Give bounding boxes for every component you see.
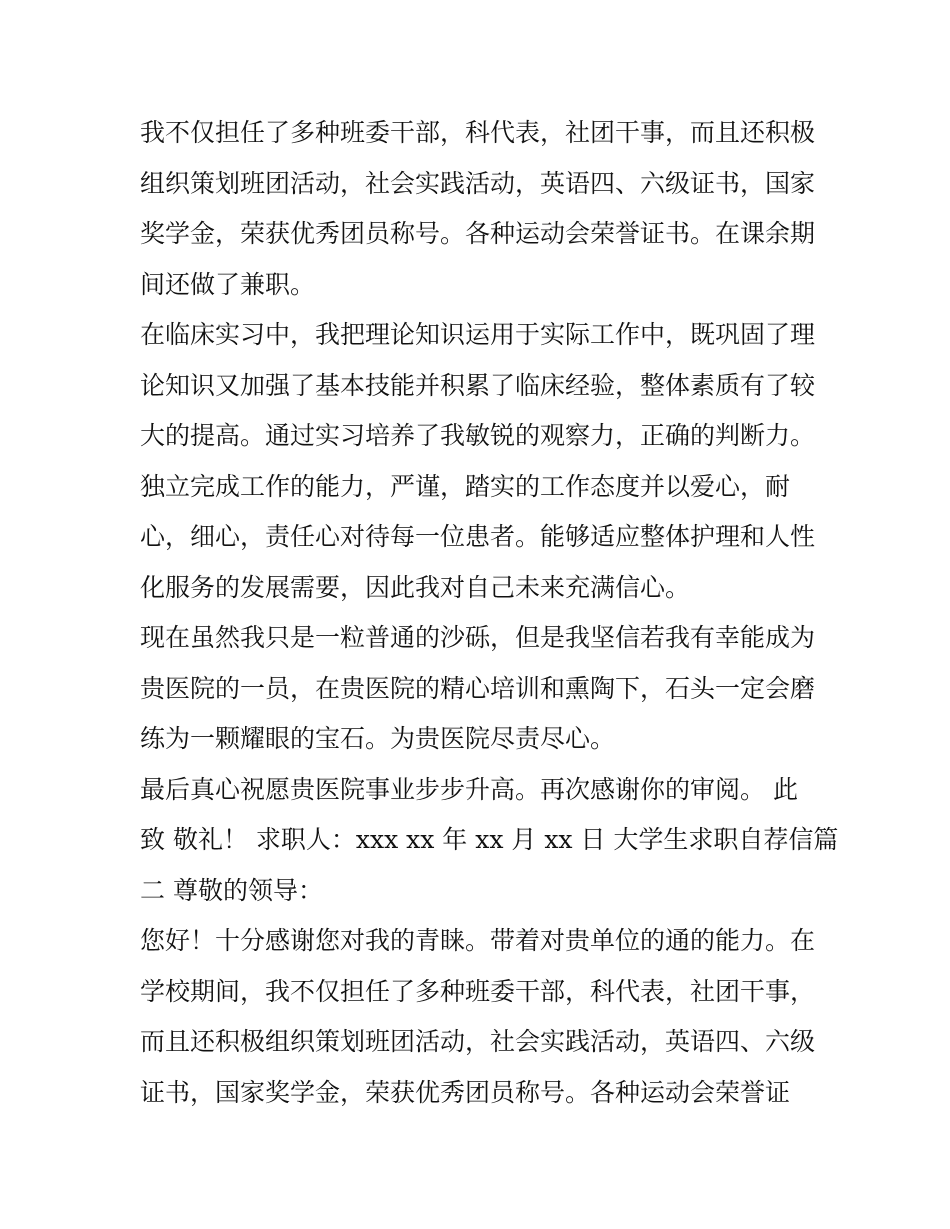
text-line: 致 敬礼！ 求职人：xxx xx 年 xx 月 xx 日 大学生求职自荐信篇 <box>140 825 839 854</box>
text-line: 练为一颗耀眼的宝石。为贵医院尽责尽心。 <box>140 724 616 753</box>
document-body <box>140 108 839 1118</box>
text-line: 您好！十分感谢您对我的青睐。带着对贵单位的通的能力。在 <box>140 926 816 955</box>
text-line: 论知识又加强了基本技能并积累了临床经验，整体素质有了较 <box>140 370 816 400</box>
text-line: 组织策划班团活动，社会实践活动，英语四、六级证书，国家 <box>140 168 816 198</box>
text-line: 心，细心，责任心对待每一位患者。能够适应整体护理和人性 <box>140 522 816 551</box>
text-line: 我不仅担任了多种班委干部，科代表，社团干事，而且还积极 <box>140 118 816 147</box>
text-line: 二 尊敬的领导： <box>140 875 323 905</box>
text-line: 独立完成工作的能力，严谨，踏实的工作态度并以爱心，耐 <box>140 471 791 501</box>
text-line: 在临床实习中，我把理论知识运用于实际工作中，既巩固了理 <box>140 320 816 349</box>
text-line: 证书，国家奖学金，荣获优秀团员称号。各种运动会荣誉证 <box>140 1077 791 1107</box>
text-line: 贵医院的一员，在贵医院的精心培训和熏陶下，石头一定会磨 <box>140 673 816 703</box>
text-line: 化服务的发展需要，因此我对自己未来充满信心。 <box>140 572 691 602</box>
text-line: 大的提高。通过实习培养了我敏锐的观察力，正确的判断力。 <box>140 421 816 450</box>
text-line: 现在虽然我只是一粒普通的沙砾，但是我坚信若我有幸能成为 <box>140 623 816 652</box>
text-line: 学校期间，我不仅担任了多种班委干部，科代表，社团干事， <box>140 976 816 1006</box>
text-line: 间还做了兼职。 <box>140 269 316 299</box>
text-line: 而且还积极组织策划班团活动，社会实践活动，英语四、六级 <box>140 1027 816 1056</box>
text-line: 奖学金，荣获优秀团员称号。各种运动会荣誉证书。在课余期 <box>140 219 816 248</box>
text-line: 最后真心祝愿贵医院事业步步升高。再次感谢你的审阅。 此 <box>140 774 798 804</box>
